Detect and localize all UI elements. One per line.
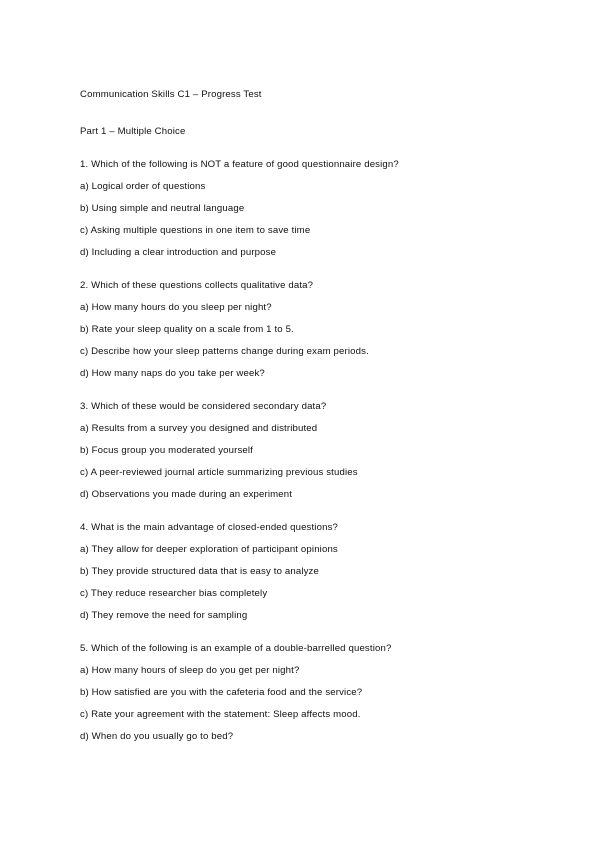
question-block-2 <box>80 280 560 379</box>
question-block-3 <box>80 401 560 500</box>
question-text: 5. Which of the following is an example of a double-barrelled question? <box>80 643 392 654</box>
answer-option: d) They remove the need for sampling <box>80 610 248 621</box>
answer-option: c) A peer-reviewed journal article summarizing previous studies <box>80 467 358 478</box>
question-text: 2. Which of these questions collects qualitative data? <box>80 280 314 291</box>
answer-option: b) How satisfied are you with the cafeteria food and the service? <box>80 687 363 698</box>
answer-option: d) When do you usually go to bed? <box>80 731 234 742</box>
question-text: 1. Which of the following is NOT a feature of good questionnaire design? <box>80 159 399 170</box>
answer-option: a) Results from a survey you designed and distributed <box>80 423 318 434</box>
answer-option: c) They reduce researcher bias completely <box>80 588 268 599</box>
answer-option: d) How many naps do you take per week? <box>80 368 265 379</box>
answer-option: d) Including a clear introduction and purpose <box>80 247 277 258</box>
answer-option: a) How many hours do you sleep per night? <box>80 302 272 313</box>
answer-option: b) They provide structured data that is easy to analyze <box>80 566 319 577</box>
answer-option: b) Rate your sleep quality on a scale from 1 to 5. <box>80 324 294 335</box>
answer-option: a) Logical order of questions <box>80 181 206 192</box>
question-block-5 <box>80 643 560 742</box>
question-text: 4. What is the main advantage of closed-ended questions? <box>80 522 338 533</box>
answer-option: b) Using simple and neutral language <box>80 203 245 214</box>
answer-option: c) Rate your agreement with the statement: Sleep affects mood. <box>80 709 361 720</box>
answer-option: c) Describe how your sleep patterns change during exam periods. <box>80 346 369 357</box>
answer-option: a) How many hours of sleep do you get per night? <box>80 665 300 676</box>
answer-option: c) Asking multiple questions in one item to save time <box>80 225 311 236</box>
document-title: Communication Skills C1 – Progress Test <box>80 89 262 100</box>
answer-option: a) They allow for deeper exploration of participant opinions <box>80 544 338 555</box>
question-block-4 <box>80 522 560 621</box>
answer-option: d) Observations you made during an experiment <box>80 489 293 500</box>
question-text: 3. Which of these would be considered secondary data? <box>80 401 327 412</box>
question-block-1 <box>80 159 560 258</box>
document-page <box>80 89 560 742</box>
answer-option: b) Focus group you moderated yourself <box>80 445 253 456</box>
part-heading: Part 1 – Multiple Choice <box>80 126 186 137</box>
